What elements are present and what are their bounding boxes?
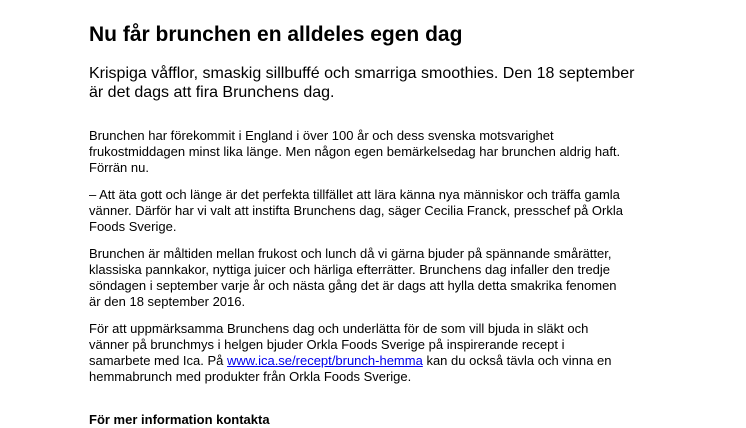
- lead-paragraph: [89, 64, 634, 102]
- paragraph-line: frukostmiddagen minst lika länge. Men någon egen bemärkelsedag har brunchen aldrig haft.: [89, 144, 621, 159]
- paragraph-line: vänner på brunchmys i helgen bjuder Orkla Foods Sverige på inspirerande recept i: [89, 337, 565, 352]
- paragraph-line: Foods Sverige.: [89, 219, 177, 234]
- contact-heading: [89, 412, 270, 428]
- paragraph-line: Brunchen har förekommit i England i över 100 år och dess svenska motsvarighet: [89, 128, 554, 143]
- paragraph-description: [89, 246, 617, 310]
- paragraph-quote: [89, 187, 623, 235]
- paragraph-line: är den 18 september 2016.: [89, 294, 246, 309]
- paragraph-line: – Att äta gott och länge är det perfekta tillfället att lära känna nya människor och träffa gamla: [89, 187, 620, 202]
- paragraph-history: [89, 128, 620, 176]
- paragraph-line-with-link: [89, 353, 611, 369]
- paragraph-line: klassiska pannkakor, nyttiga juicer och härliga efterrätter. Brunchens dag infaller den tredje: [89, 262, 611, 277]
- lead-line: är det dags att fira Brunchens dag.: [89, 84, 335, 101]
- paragraph-line: För att uppmärksamma Brunchens dag och underlätta för de som vill bjuda in släkt och: [89, 321, 589, 336]
- paragraph-text: samarbete med Ica. På: [89, 353, 228, 368]
- ica-recipe-link[interactable]: www.ica.se/recept/brunch-hemma: [227, 353, 423, 368]
- paragraph-text: kan du också tävla och vinna en: [422, 353, 612, 368]
- lead-line: Krispiga våfflor, smaskig sillbuffé och smarriga smoothies. Den 18 september: [89, 65, 635, 82]
- page-title: Nu får brunchen en alldeles egen dag: [89, 23, 463, 46]
- paragraph-line: hemmabrunch med produkter från Orkla Foods Sverige.: [89, 369, 412, 384]
- paragraph-line: Brunchen är måltiden mellan frukost och lunch då vi gärna bjuder på spännande smårätter,: [89, 246, 612, 261]
- paragraph-recipes: [89, 321, 611, 385]
- paragraph-line: Förrän nu.: [89, 160, 149, 175]
- contact-heading-text: För mer information kontakta: [89, 412, 270, 427]
- paragraph-line: söndagen i september varje år och nästa gång det är dags att hylla detta smakrika fenomen: [89, 278, 617, 293]
- paragraph-line: vänner. Därför har vi valt att instifta Brunchens dag, säger Cecilia Franck, presschef på Orkla: [89, 203, 623, 218]
